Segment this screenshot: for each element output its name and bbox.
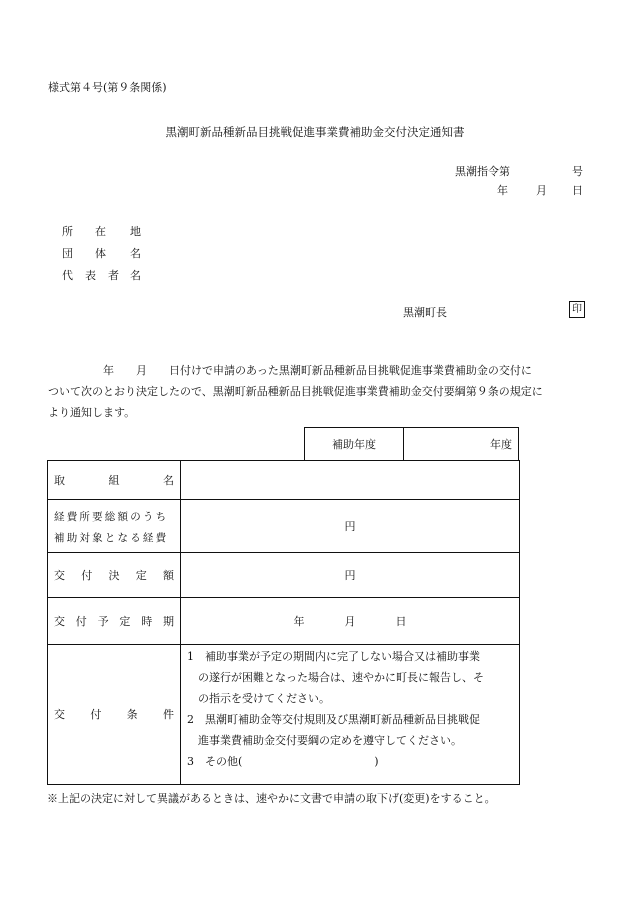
label-char: 付 xyxy=(90,708,102,721)
address-char: 所 xyxy=(62,225,73,238)
organization-label xyxy=(62,245,142,259)
label-char: 条 xyxy=(126,708,138,721)
representative-char: 者 xyxy=(108,269,119,282)
label-char: 件 xyxy=(162,708,174,721)
conditions-row xyxy=(48,644,519,784)
footnote: ※上記の決定に対して異議があるときは、速やかに文書で申請の取下げ(変更)をすること。 xyxy=(47,792,496,805)
representative-char: 名 xyxy=(130,269,141,282)
issue-date-month: 月 xyxy=(536,184,547,197)
mayor-label: 黒潮町長 xyxy=(403,306,447,319)
eligible-cost-unit: 円 xyxy=(344,519,356,533)
address-label xyxy=(62,223,142,237)
label-char: 期 xyxy=(162,614,174,628)
label-char: 時 xyxy=(141,614,153,628)
condition-line: 1 補助事業が予定の期間内に完了しない場合又は補助事業 xyxy=(187,650,480,663)
condition-line: 3 その他( ) xyxy=(187,755,379,768)
issue-date-year: 年 xyxy=(497,184,508,197)
label-char: 予 xyxy=(97,614,109,628)
schedule-label xyxy=(48,597,181,644)
conditions-label xyxy=(48,644,181,784)
eligible-cost-label xyxy=(48,499,181,552)
document-title: 黒潮町新品種新品目挑戦促進事業費補助金交付決定通知書 xyxy=(165,125,465,139)
organization-char: 体 xyxy=(95,247,106,260)
fiscal-year-label: 補助年度 xyxy=(305,428,404,460)
address-char: 地 xyxy=(130,225,141,238)
condition-line: の指示を受けてください。 xyxy=(187,692,330,705)
label-char: 交 xyxy=(54,568,65,582)
label-char: 定 xyxy=(119,614,131,628)
representative-char: 表 xyxy=(85,269,96,282)
notice-body xyxy=(48,360,586,423)
representative-char: 代 xyxy=(62,269,73,282)
issue-date-day: 日 xyxy=(572,184,583,197)
condition-line: 2 黒潮町補助金等交付規則及び黒潮町新品種新品目挑戦促 xyxy=(187,713,480,726)
decision-table xyxy=(47,460,520,785)
schedule-year: 年 xyxy=(293,614,305,628)
initiative-label xyxy=(48,461,181,499)
notice-line: ついて次のとおり決定したので、黒潮町新品種新品目挑戦促進事業費補助金交付要綱第９条の規定に xyxy=(48,385,543,398)
fiscal-year-unit: 年度 xyxy=(490,438,512,451)
label-char: 付 xyxy=(81,568,93,582)
reference-number xyxy=(455,163,583,179)
grant-amount-value xyxy=(181,552,519,597)
condition-line: 進事業費補助金交付要綱の定めを遵守してください。 xyxy=(187,734,462,747)
label-char: 額 xyxy=(163,568,174,582)
reference-prefix: 黒潮指令第 xyxy=(455,165,510,178)
fiscal-year-box xyxy=(304,427,519,460)
grant-amount-row xyxy=(48,552,519,598)
form-number: 様式第４号(第９条関係) xyxy=(48,81,167,94)
label-char: 交 xyxy=(54,708,65,721)
eligible-cost-label-line: 経費所要総額のうち xyxy=(54,511,169,523)
conditions-value xyxy=(181,644,519,786)
seal-mark: 印 xyxy=(569,301,585,318)
schedule-month: 月 xyxy=(344,614,356,628)
eligible-cost-value xyxy=(181,499,519,552)
initiative-row xyxy=(48,461,519,500)
schedule-day: 日 xyxy=(395,614,407,628)
label-char: 組 xyxy=(108,474,120,487)
initiative-value xyxy=(181,461,519,499)
notice-line: 年 月 日付けで申請のあった黒潮町新品種新品目挑戦促進事業費補助金の交付に xyxy=(48,364,532,377)
schedule-row xyxy=(48,597,519,645)
organization-char: 名 xyxy=(130,247,141,260)
condition-line: の遂行が困難となった場合は、速やかに町長に報告し、そ xyxy=(187,671,484,684)
label-char: 交 xyxy=(54,614,65,628)
schedule-value xyxy=(181,597,519,644)
grant-amount-unit: 円 xyxy=(344,568,356,582)
issue-date xyxy=(497,182,583,196)
eligible-cost-row xyxy=(48,499,519,553)
organization-char: 団 xyxy=(62,247,73,260)
label-char: 定 xyxy=(135,568,147,582)
reference-suffix: 号 xyxy=(572,165,583,178)
representative-label xyxy=(62,267,142,281)
label-char: 名 xyxy=(163,474,174,487)
label-char: 決 xyxy=(108,568,120,582)
address-char: 在 xyxy=(95,225,106,238)
grant-amount-label xyxy=(48,552,181,597)
label-char: 付 xyxy=(75,614,87,628)
eligible-cost-label-line: 補助対象となる経費 xyxy=(54,532,169,544)
label-char: 取 xyxy=(54,474,65,487)
notice-line: より通知します。 xyxy=(48,406,136,419)
